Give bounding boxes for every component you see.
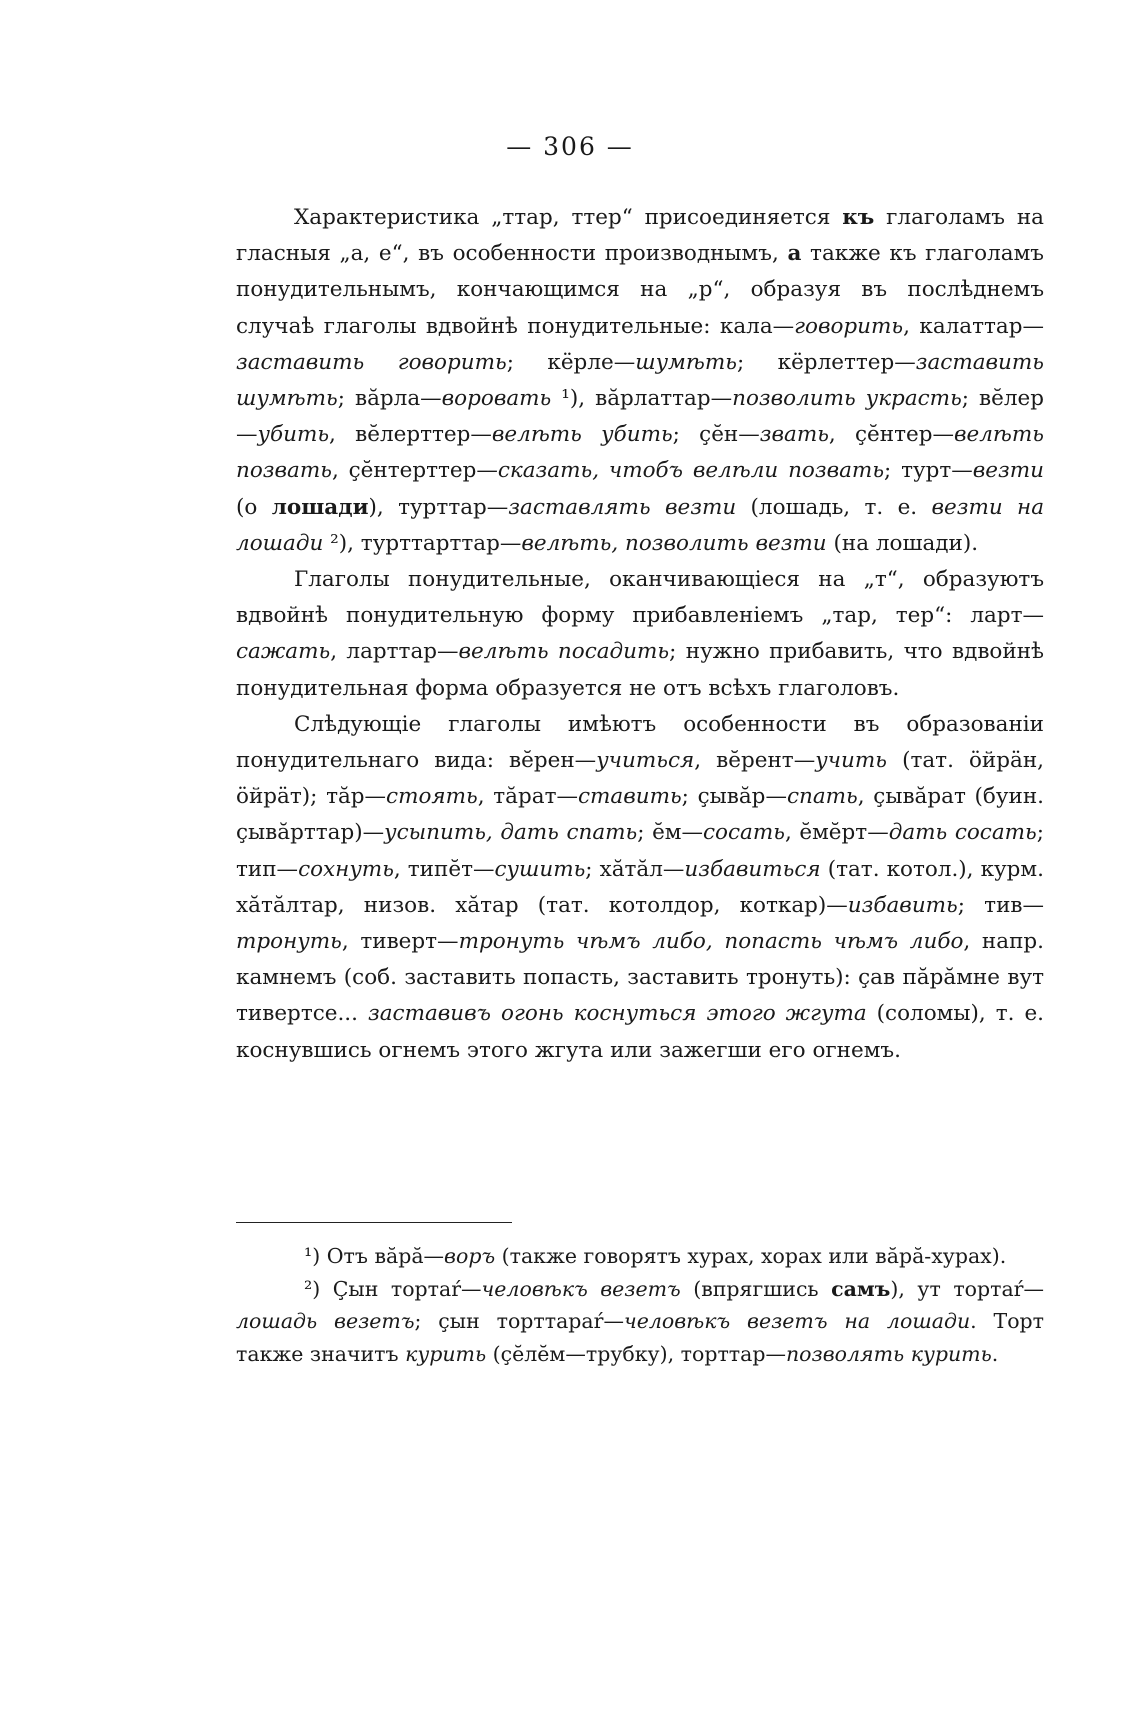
- text-run: также къ глаголамъ понудительнымъ, кончающимся на „р“, образуя въ послѣднемъ случаѣ глаголы вдвойнѣ понудительные: кала—: [236, 241, 1044, 339]
- text-run: ; кёрле—: [506, 349, 636, 375]
- text-run: ; турт—: [884, 458, 973, 484]
- italic-gloss: заставлять везти: [508, 494, 737, 520]
- italic-gloss: усыпить, дать спать: [384, 820, 638, 846]
- text-run: , ҫывăрат (буин. ҫывăрттар)—: [236, 784, 1045, 846]
- footnote-1: [236, 1240, 1044, 1273]
- italic-gloss: сосать: [703, 820, 785, 846]
- italic-gloss: дать сосать: [888, 820, 1037, 846]
- text-run: Слѣдующіе глаголы имѣютъ особенности въ образованіи понудительнаго вида: вĕрен—: [236, 711, 1044, 774]
- text-run: ; ĕм—: [637, 820, 704, 846]
- text-run: Глаголы понудительные, оканчивающіеся на „т“, образуютъ вдвойнѣ понудительную форму прибавленіемъ „тар, тер“: ларт—: [236, 567, 1044, 629]
- italic-gloss: позволить украсть: [732, 386, 962, 412]
- text-run: , тăрат—: [477, 784, 578, 810]
- italic-gloss: тронуть чѣмъ либо, попасть чѣмъ либо: [458, 929, 964, 955]
- text-run: ; хăтăл—: [585, 856, 685, 882]
- text-run: (о: [236, 494, 272, 520]
- italic-gloss: учиться: [596, 748, 695, 774]
- text-run: ²) Ҫын тортаŕ—: [304, 1276, 482, 1301]
- italic-gloss: ставить: [577, 784, 682, 810]
- text-run: , ҫĕнтерттер—: [331, 458, 498, 484]
- italic-gloss: велѣть убить: [491, 422, 673, 448]
- italic-gloss: сушить: [494, 856, 586, 882]
- italic-gloss: воровать: [441, 386, 552, 412]
- text-run: ; вĕлер—: [236, 386, 1045, 448]
- text-run: (также говорятъ хурах, хорах или вăрă-хурах).: [495, 1244, 1007, 1268]
- text-run: (тат. öйрäн, öйрäт); тăр—: [236, 748, 1044, 810]
- footnote-2: [236, 1273, 1044, 1371]
- text-run: , вĕрент—: [694, 748, 816, 774]
- paragraph-1: [236, 200, 1044, 562]
- text-run: (ҫĕлĕм—трубку), торттар—: [486, 1341, 786, 1366]
- text-run: , тиверт—: [341, 929, 459, 955]
- text-run: ²), турттарттар—: [323, 530, 522, 556]
- italic-gloss: тронуть: [236, 929, 342, 955]
- text-run: ), ут тортаŕ—: [890, 1276, 1044, 1301]
- text-run: . Торт также значитъ: [236, 1309, 1045, 1366]
- italic-gloss: курить: [405, 1341, 487, 1366]
- footnote-divider: [236, 1222, 512, 1223]
- italic-gloss: позволять курить: [785, 1341, 992, 1366]
- italic-gloss: шумѣть: [635, 349, 737, 375]
- italic-gloss: избавить: [847, 892, 958, 918]
- italic-gloss: звать: [759, 422, 829, 448]
- text-run: ; вăрла—: [337, 386, 442, 412]
- text-run: ; тив—: [957, 892, 1044, 918]
- italic-gloss: лошадь везетъ: [236, 1309, 415, 1333]
- italic-gloss: избавиться: [684, 856, 821, 882]
- text-run: ), турттар—: [368, 494, 509, 520]
- italic-gloss: сажать: [236, 639, 331, 665]
- page-number: — 306 —: [506, 132, 634, 161]
- italic-gloss: заставивъ огонь коснуться этого жгута: [368, 1001, 867, 1027]
- italic-gloss: стоять: [386, 784, 478, 810]
- text-run: ¹), вăрлаттар—: [551, 386, 733, 412]
- italic-gloss: заставить говорить: [236, 349, 507, 375]
- text-run: ; нужно прибавить, что вдвойнѣ понудительная форма образуется не отъ всѣхъ глаголовъ.: [236, 639, 1045, 701]
- bold-text: къ: [842, 205, 875, 230]
- text-run: (соломы), т. е. коснувшись огнемъ этого жгута или зажегши его огнемъ.: [236, 1001, 1045, 1063]
- text-run: , типĕт—: [393, 856, 495, 882]
- italic-gloss: велѣть, позволить везти: [521, 530, 827, 556]
- text-run: , ларттар—: [330, 639, 459, 665]
- italic-gloss: спать: [786, 784, 858, 810]
- paragraph-2: [236, 562, 1044, 707]
- italic-gloss: учить: [815, 748, 887, 774]
- italic-gloss: везти: [972, 458, 1044, 484]
- text-run: , ĕмĕрт—: [784, 820, 889, 846]
- italic-gloss: сохнуть: [298, 856, 394, 882]
- text-run: , вĕлерттер—: [329, 422, 492, 448]
- italic-gloss: велѣть позвать: [236, 422, 1044, 484]
- text-run: ; ҫывăр—: [681, 784, 787, 810]
- text-run: , напр. камнемъ (соб. заставить попасть, заставить тронуть): ҫав пăрăмне вут тивертсе...: [236, 929, 1044, 1027]
- text-run: (лошадь, т. е.: [736, 494, 932, 520]
- body-text: [236, 200, 1044, 1069]
- text-run: ¹) Отъ вăрă—: [304, 1244, 445, 1268]
- bold-text: самъ: [831, 1276, 891, 1301]
- footnotes: [236, 1240, 1044, 1370]
- italic-gloss: везти на лошади: [236, 494, 1045, 556]
- text-run: (тат. котол.), курм. хăтăлтар, низов. хăтар (тат. котолдор, коткар)—: [236, 856, 1044, 918]
- italic-gloss: велѣть посадить: [458, 639, 670, 665]
- text-run: .: [991, 1341, 999, 1366]
- text-run: , калаттар—: [903, 313, 1044, 339]
- bold-text: а: [787, 241, 802, 267]
- text-run: ; тип—: [236, 820, 1045, 882]
- text-run: глаголамъ на гласныя „а, е“, въ особенности производнымъ,: [236, 205, 1044, 267]
- italic-gloss: убить: [257, 422, 330, 448]
- text-run: Характеристика „ттар, ттер“ присоединяется: [294, 205, 843, 230]
- text-run: (на лошади).: [826, 530, 979, 556]
- italic-gloss: заставить шумѣть: [236, 349, 1044, 412]
- italic-gloss: человѣкъ везетъ на лошади: [623, 1309, 971, 1333]
- italic-gloss: человѣкъ везетъ: [481, 1276, 681, 1301]
- italic-gloss: сказать, чтобъ велѣли позвать: [497, 458, 885, 484]
- bold-text: лошади: [271, 494, 369, 520]
- italic-gloss: говорить: [794, 313, 904, 339]
- paragraph-3: [236, 707, 1044, 1069]
- text-run: (впрягшись: [680, 1276, 832, 1301]
- text-run: ; ҫын торттараŕ—: [414, 1309, 624, 1333]
- text-run: ; кёрлеттер—: [736, 349, 916, 375]
- text-run: ; ҫĕн—: [672, 422, 760, 448]
- text-run: , ҫĕнтер—: [828, 422, 954, 448]
- italic-gloss: воръ: [444, 1244, 496, 1268]
